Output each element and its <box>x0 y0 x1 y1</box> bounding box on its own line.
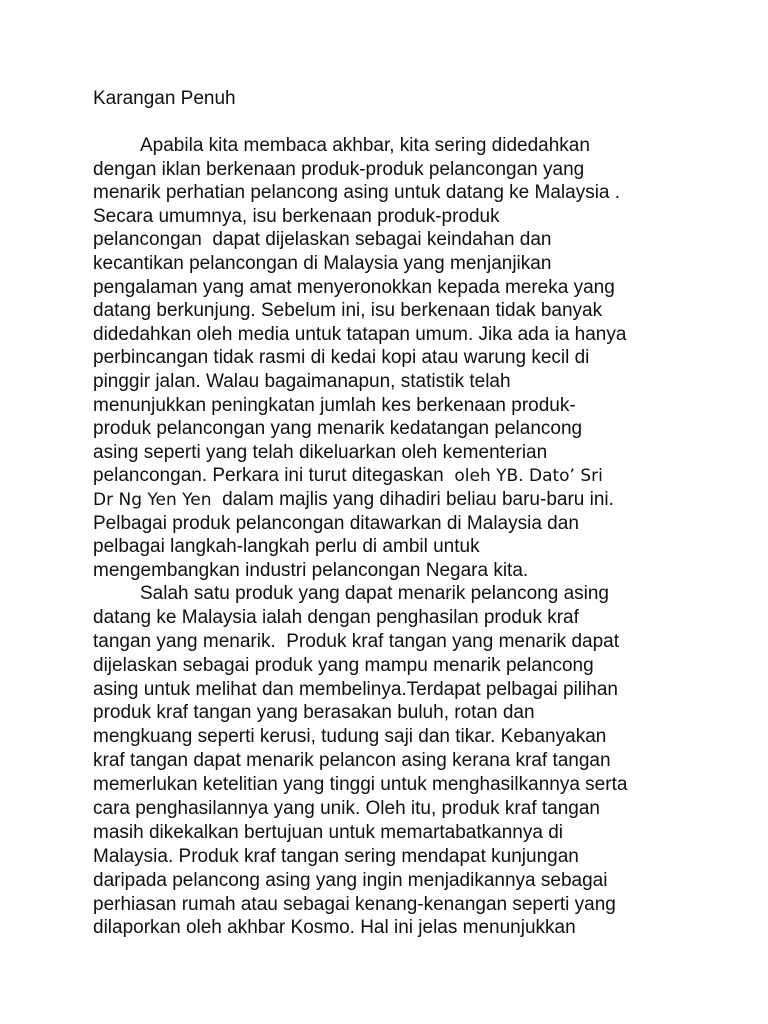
text-line: daripada pelancong asing yang ingin menjadikannya sebagai <box>93 869 608 891</box>
text-line: mengembangkan industri pelancongan Negara kita. <box>93 559 529 581</box>
text-line: dijelaskan sebagai produk yang mampu menarik pelancong <box>93 654 594 676</box>
text-line: Apabila kita membaca akhbar, kita sering didedahkan <box>140 135 590 156</box>
text-line: perhiasan rumah atau sebagai kenang-kenangan seperti yang <box>93 893 616 915</box>
text-segment: pelancongan. Perkara ini turut ditegaskan <box>93 465 449 487</box>
text-line: pelancongan dapat dijelaskan sebagai keindahan dan <box>93 229 552 251</box>
text-line: pinggir jalan. Walau bagaimanapun, statistik telah <box>93 370 511 392</box>
text-line: cara penghasilannya yang unik. Oleh itu, produk kraf tangan <box>93 798 600 820</box>
text-line: tangan yang menarik. Produk kraf tangan yang menarik dapat <box>93 630 619 652</box>
text-line: asing untuk melihat dan membelinya.Terdapat pelbagai pilihan <box>93 678 618 700</box>
text-line: kecantikan pelancongan di Malaysia yang menjanjikan <box>93 252 552 274</box>
text-line: datang berkunjung. Sebelum ini, isu berkenaan tidak banyak <box>93 300 603 322</box>
text-line: produk pelancongan yang menarik kedatangan pelancong <box>93 418 583 440</box>
text-line: datang ke Malaysia ialah dengan penghasilan produk kraf <box>93 606 579 628</box>
text-line: Pelbagai produk pelancongan ditawarkan di Malaysia dan <box>93 512 579 534</box>
text-line: menunjukkan peningkatan jumlah kes berkenaan produk- <box>93 394 576 416</box>
text-line: memerlukan ketelitian yang tinggi untuk menghasilkannya serta <box>93 774 628 796</box>
text-line: perbincangan tidak rasmi di kedai kopi atau warung kecil di <box>93 347 590 369</box>
text-line: menarik perhatian pelancong asing untuk datang ke Malaysia . <box>93 182 621 204</box>
text-line <box>93 464 693 488</box>
text-segment: dalam majlis yang dihadiri beliau baru-baru ini. <box>211 488 614 510</box>
text-segment-alt-font: Dr Ng Yen Yen <box>93 489 212 510</box>
text-line: dilaporkan oleh akhbar Kosmo. Hal ini jelas menunjukkan <box>93 917 576 939</box>
text-line: mengkuang seperti kerusi, tudung saji dan tikar. Kebanyakan <box>93 726 607 748</box>
paragraph-2 <box>93 582 693 940</box>
text-line: pelbagai langkah-langkah perlu di ambil untuk <box>93 536 480 558</box>
text-line: Secara umumnya, isu berkenaan produk-produk <box>93 205 500 227</box>
text-line: produk kraf tangan yang berasakan buluh, rotan dan <box>93 702 535 724</box>
text-line: masih dikekalkan bertujuan untuk memartabatkannya di <box>93 821 563 843</box>
text-line: Salah satu produk yang dapat menarik pelancong asing <box>140 583 609 604</box>
text-line: asing seperti yang telah dikeluarkan oleh kementerian <box>93 441 548 463</box>
text-line: didedahkan oleh media untuk tatapan umum. Jika ada ia hanya <box>93 323 627 345</box>
text-line: Malaysia. Produk kraf tangan sering mendapat kunjungan <box>93 845 579 867</box>
paragraph-1 <box>93 134 693 582</box>
text-line: pengalaman yang amat menyeronokkan kepada mereka yang <box>93 276 615 298</box>
text-line: dengan iklan berkenaan produk-produk pelancongan yang <box>93 158 585 180</box>
document-title: Karangan Penuh <box>93 88 236 109</box>
text-segment-alt-font: oleh YB. Dato’ Sri <box>448 466 603 487</box>
text-line: kraf tangan dapat menarik pelancon asing kerana kraf tangan <box>93 750 611 772</box>
text-line <box>93 488 693 512</box>
